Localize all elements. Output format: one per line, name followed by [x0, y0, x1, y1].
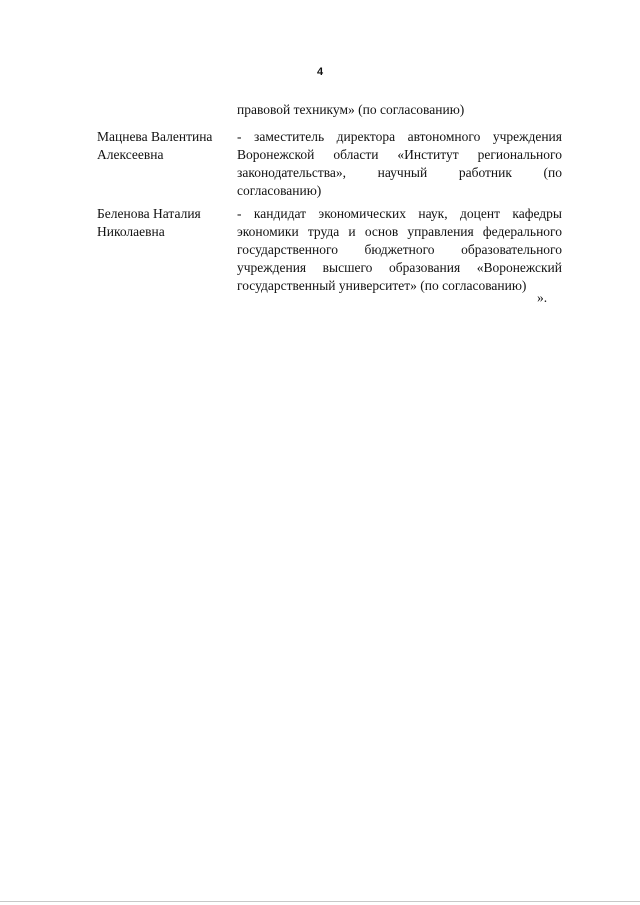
member-description: - кандидат экономических наук, доцент кафедры экономики труда и основ управления федерального государственного бюджетного образовательного учреждения высшего образования «Воронежский государственный университет» (по согласованию): [237, 206, 562, 293]
continuation-text: правовой техникум» (по согласованию): [237, 102, 465, 117]
member-name: Беленова Наталия Николаевна: [97, 206, 201, 239]
page-bottom-edge: [0, 901, 640, 902]
member-description: - заместитель директора автономного учреждения Воронежской области «Институт регионального законодательства», научный работник (по согласованию): [237, 129, 562, 198]
page-number: 4: [316, 66, 324, 78]
member-name: Мацнева Валентина Алексеевна: [97, 129, 213, 162]
closing-quote: ».: [537, 290, 548, 305]
